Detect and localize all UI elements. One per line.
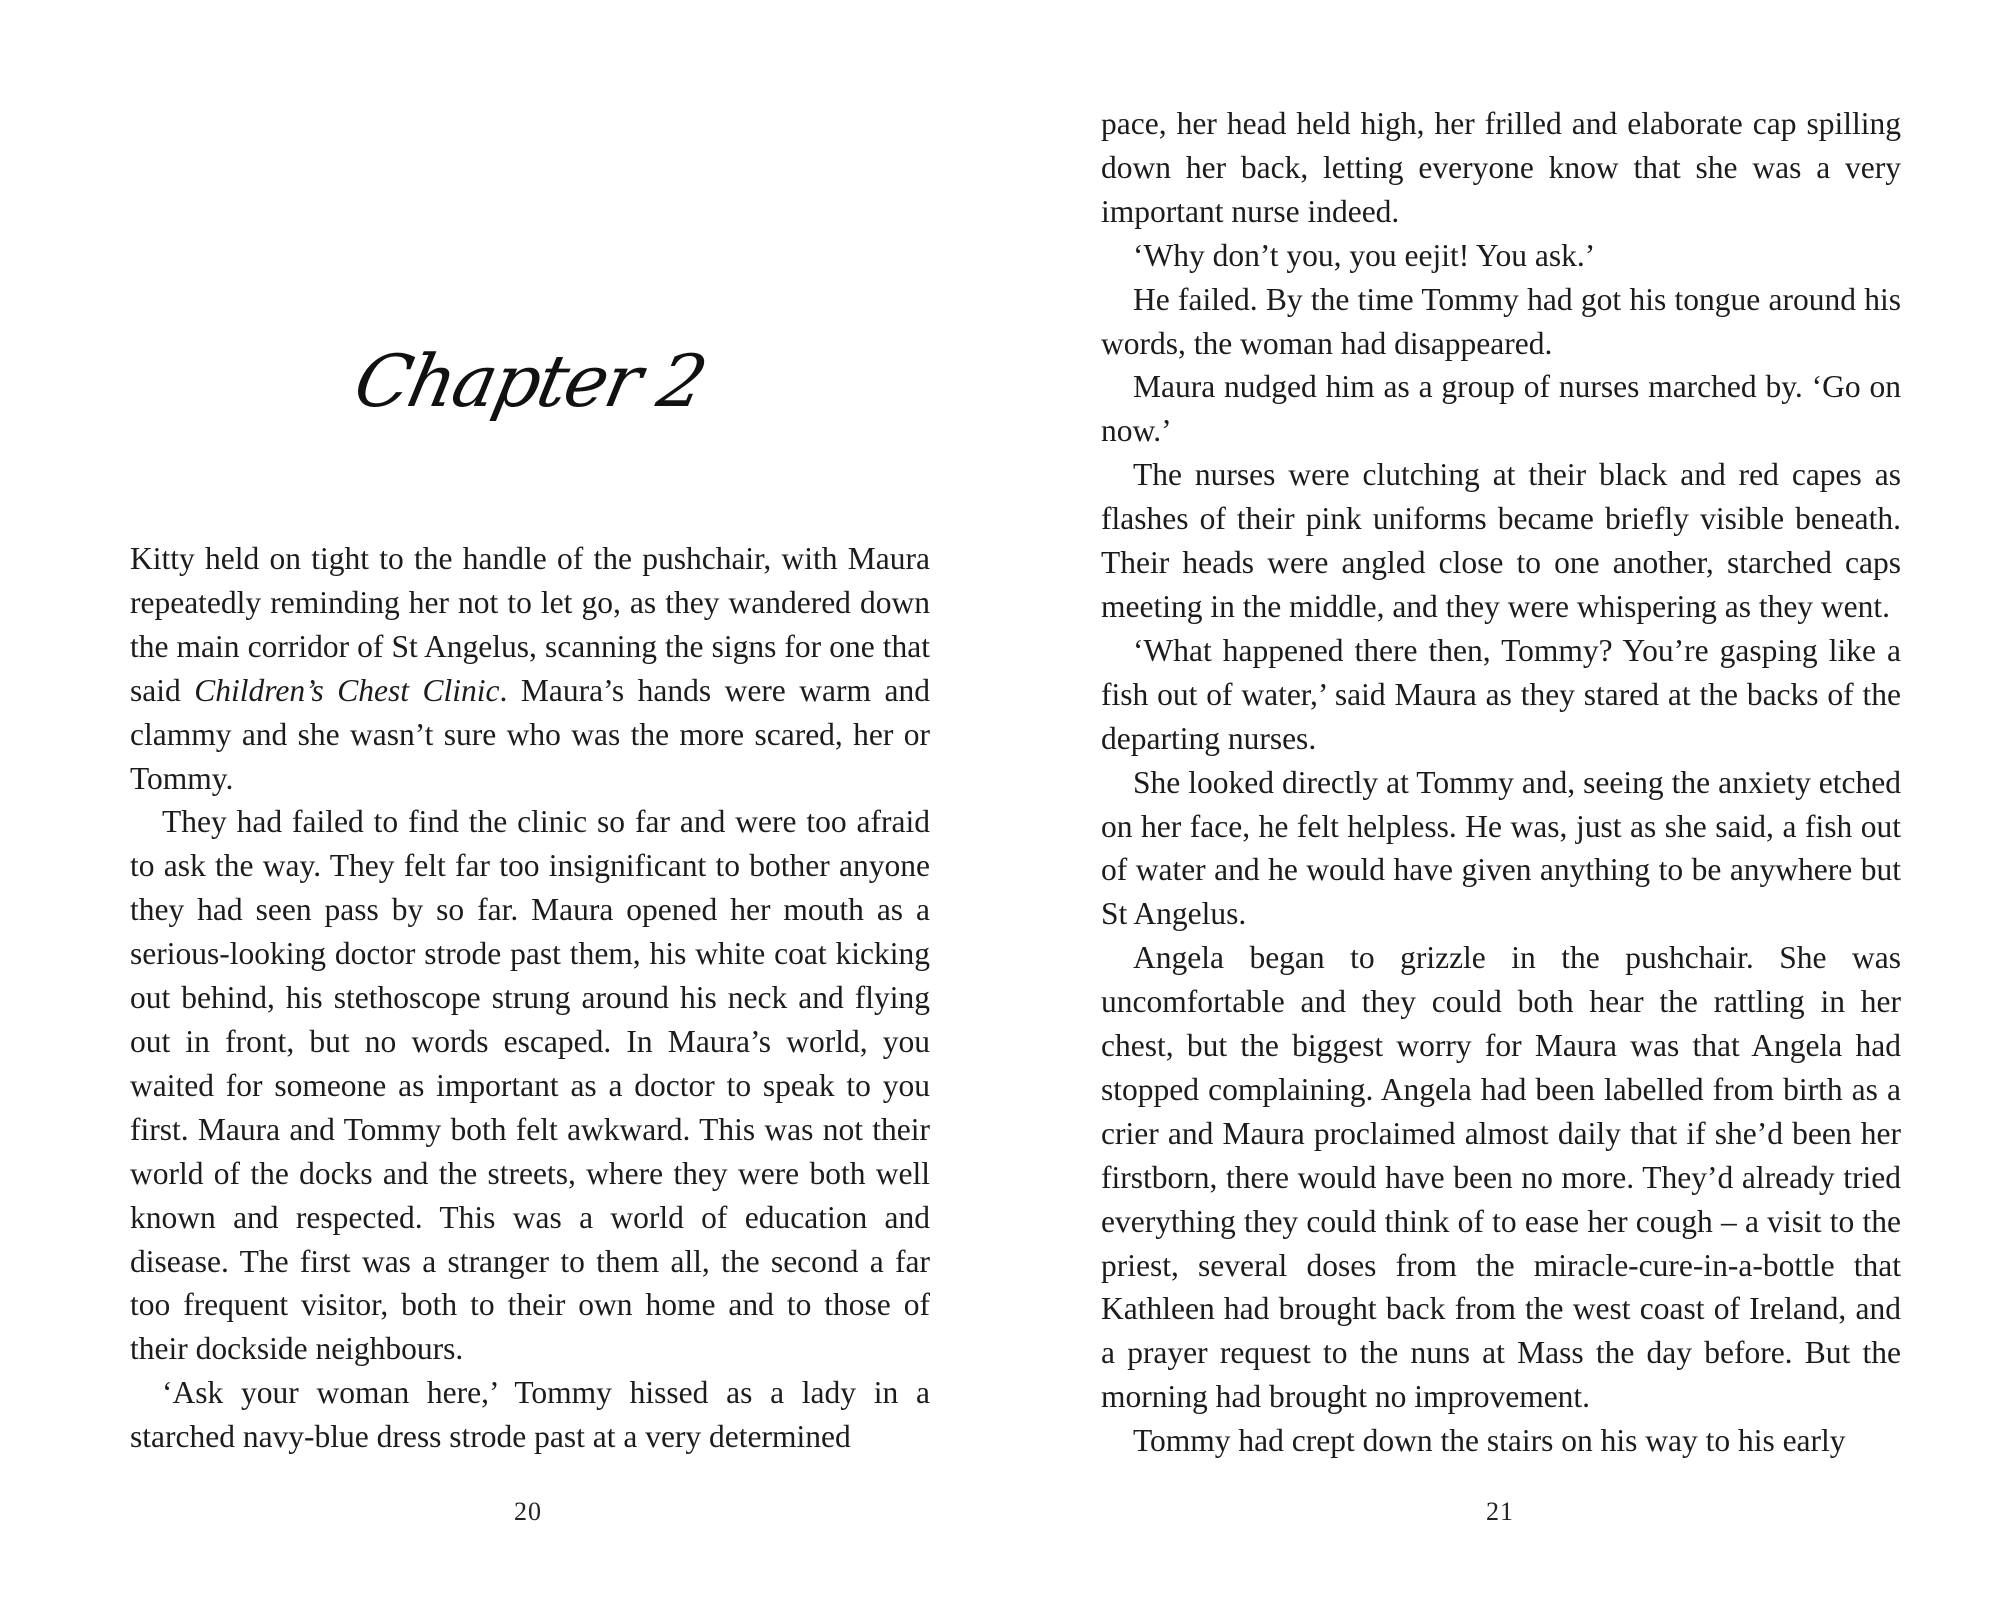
paragraph bbox=[130, 537, 930, 800]
right-page bbox=[1000, 0, 2000, 1600]
right-page-body bbox=[1101, 102, 1901, 1463]
page-number: 20 bbox=[514, 1497, 542, 1526]
left-page-body bbox=[130, 537, 930, 1459]
chapter-heading: Chapter 2 bbox=[347, 339, 713, 423]
paragraph: Maura nudged him as a group of nurses marched by. ‘Go on now.’ bbox=[1101, 369, 1901, 449]
paragraph: Angela began to grizzle in the pushchair. She was uncomfortable and they could both hear the rattling in her chest, but the biggest worry for Maura was that Angela had stopped complaining. Angela had been labelled from birth as a crier and Maura proclaimed almost daily that if she’d been her firstborn, there would have been no more. They’d already tried everything they could think of to ease her cough – a visit to the priest, several doses from the miracle-cure-in-a-bottle that Kathleen had brought back from the west coast of Ireland, and a prayer request to the nuns at Mass the day before. But the morning had brought no improvement. bbox=[1101, 940, 1901, 1415]
page-number: 21 bbox=[1486, 1497, 1514, 1526]
paragraph: She looked directly at Tommy and, seeing the anxiety etched on her face, he felt helpless. He was, just as she said, a fish out of water and he would have given anything to be anywhere but St Angelus. bbox=[1101, 764, 1901, 932]
paragraph: The nurses were clutching at their black and red capes as flashes of their pink uniforms became briefly visible beneath. Their heads were angled close to one another, starched caps meeting in the middle, and they were whispering as they went. bbox=[1101, 457, 1901, 624]
paragraph-text: . Maura’s hands were warm and clammy and she wasn’t sure who was the more scared, her or Tommy. bbox=[130, 672, 930, 796]
paragraph: They had failed to find the clinic so far and were too afraid to ask the way. They felt far too insignificant to bother anyone they had seen pass by so far. Maura opened her mouth as a serious-looking doctor strode past them, his white coat kicking out behind, his stethoscope strung around his neck and flying out in front, but no words escaped. In Maura’s world, you waited for someone as important as a doctor to speak to you first. Maura and Tommy both felt awkward. This was not their world of the docks and the streets, where they were both well known and respected. This was a world of education and disease. The first was a stranger to them all, the second a far too frequent visitor, both to their own home and to those of their dockside neighbours. bbox=[130, 804, 930, 1367]
paragraph: ‘What happened there then, Tommy? You’re gasping like a fish out of water,’ said Maura as they stared at the backs of the departing nurses. bbox=[1101, 632, 1901, 756]
paragraph: Tommy had crept down the stairs on his way to his early bbox=[1133, 1423, 1846, 1459]
paragraph: pace, her head held high, her frilled and elaborate cap spilling down her back, letting everyone know that she was a very important nurse indeed. bbox=[1101, 106, 1901, 229]
paragraph: ‘Why don’t you, you eejit! You ask.’ bbox=[1133, 237, 1596, 273]
paragraph: ‘Ask your woman here,’ Tommy hissed as a lady in a starched navy-blue dress strode past at a very determined bbox=[130, 1375, 930, 1455]
paragraph-text: Kitty held on tight to the handle of the pushchair, with Maura repeatedly reminding her not to let go, as they wandered down the main corridor of St Angelus, scanning the signs for one that said bbox=[130, 541, 930, 708]
clinic-name-emphasis: Children’s Chest Clinic bbox=[194, 672, 500, 708]
paragraph: He failed. By the time Tommy had got his tongue around his words, the woman had disappeared. bbox=[1101, 281, 1901, 361]
